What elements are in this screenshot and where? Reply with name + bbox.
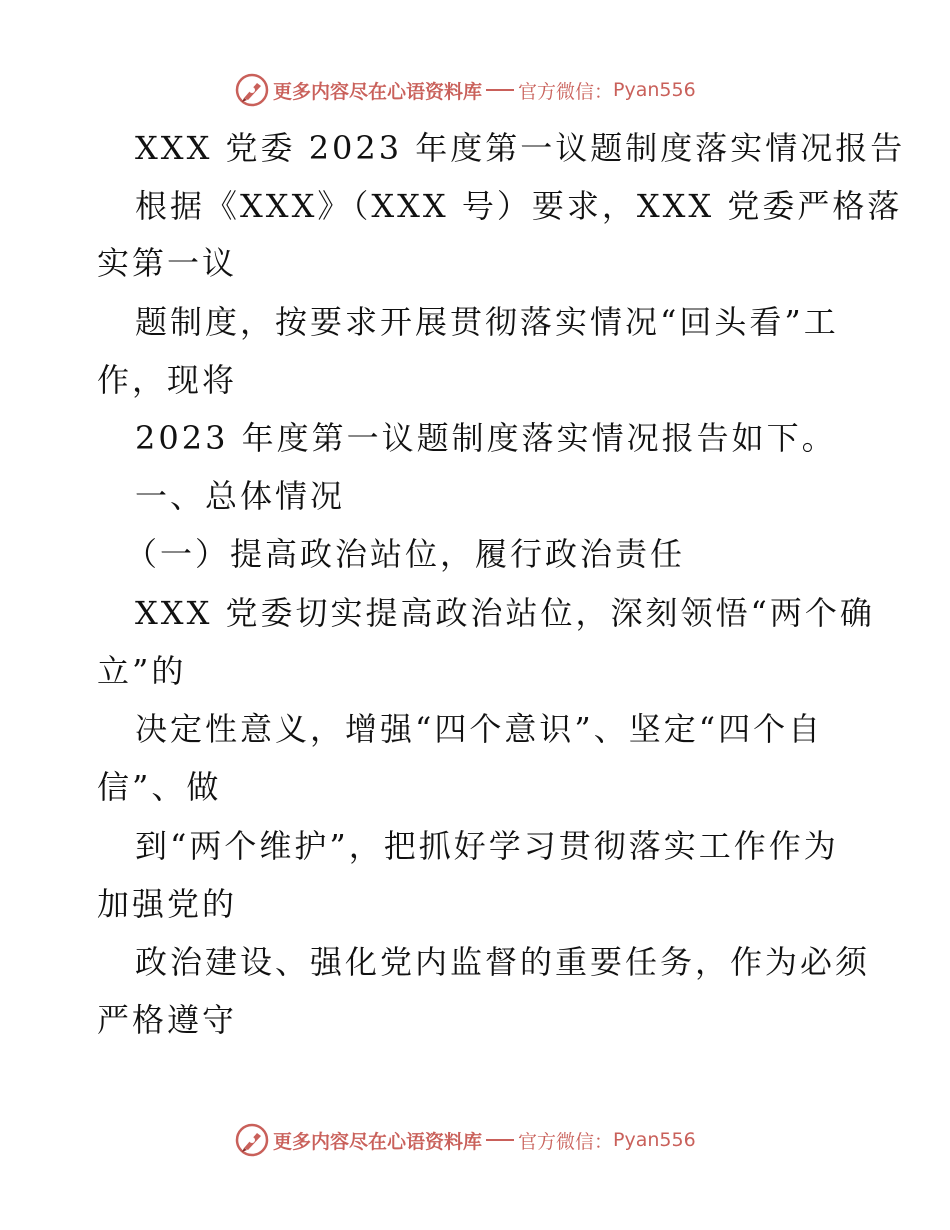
paragraph-line: 2023 年度第一议题制度落实情况报告如下。 <box>135 419 837 457</box>
paragraph-line: 实第一议 <box>97 244 238 282</box>
pen-logo-icon <box>235 73 269 107</box>
paragraph-line: 立”的 <box>97 652 187 690</box>
header-watermark-banner <box>235 72 696 108</box>
subsection-heading: （一）提高政治站位，履行政治责任 <box>125 535 686 573</box>
banner-text: 更多内容尽在心语资料库 <box>273 1130 483 1153</box>
banner-wechat-label: 官方微信： <box>518 80 614 103</box>
banner-dash <box>486 1139 514 1141</box>
paragraph-line: 到“两个维护”，把抓好学习贯彻落实工作作为 <box>135 827 839 865</box>
paragraph-line: 信”、做 <box>97 768 222 806</box>
paragraph-line: 作，现将 <box>97 361 238 399</box>
pen-logo-icon <box>235 1123 269 1157</box>
banner-wechat-label: 官方微信： <box>518 1130 614 1153</box>
paragraph-line: 根据《XXX》（XXX 号）要求，XXX 党委严格落 <box>135 187 903 225</box>
paragraph-line: 加强党的 <box>97 885 238 923</box>
banner-wechat-id: Pyan556 <box>613 1129 696 1151</box>
paragraph-line: XXX 党委切实提高政治站位，深刻领悟“两个确 <box>135 594 875 632</box>
paragraph-line: 严格遵守 <box>97 1001 238 1039</box>
paragraph-line: 题制度，按要求开展贯彻落实情况“回头看”工 <box>135 303 839 341</box>
banner-text: 更多内容尽在心语资料库 <box>273 80 483 103</box>
banner-dash <box>486 89 514 91</box>
paragraph-line: 决定性意义，增强“四个意识”、坚定“四个自 <box>135 710 824 748</box>
document-title: XXX 党委 2023 年度第一议题制度落实情况报告 <box>135 129 906 167</box>
footer-watermark-banner <box>235 1122 696 1158</box>
banner-wechat-id: Pyan556 <box>613 79 696 101</box>
paragraph-line: 政治建设、强化党内监督的重要任务，作为必须 <box>135 943 871 981</box>
section-heading: 一、总体情况 <box>135 477 346 515</box>
